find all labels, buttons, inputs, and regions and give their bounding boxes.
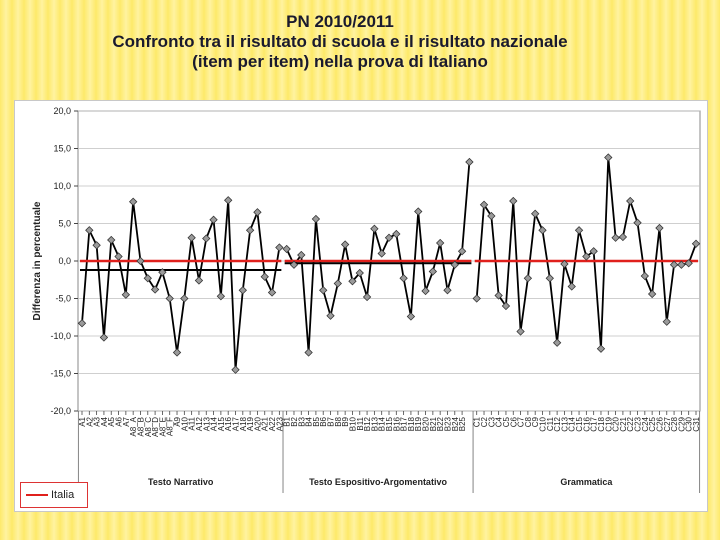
x-tick-label: C11 bbox=[545, 417, 555, 432]
x-tick-label: A6 bbox=[114, 417, 124, 427]
y-tick-label: 5,0 bbox=[58, 218, 71, 229]
y-tick-label: 10,0 bbox=[53, 181, 71, 191]
x-tick-label: C31 bbox=[692, 417, 701, 432]
x-tick-label: B7 bbox=[326, 417, 336, 427]
section-label: Testo Narrativo bbox=[147, 477, 214, 487]
y-tick-label: 0,0 bbox=[58, 256, 71, 266]
y-tick-label: -10,0 bbox=[50, 331, 71, 341]
x-tick-label: B10 bbox=[348, 417, 358, 432]
x-tick-label: C10 bbox=[538, 417, 548, 432]
x-tick-label: A23 bbox=[275, 417, 285, 432]
x-tick-label: C9 bbox=[531, 417, 541, 428]
x-tick-label: B21 bbox=[428, 417, 438, 432]
x-tick-label: B11 bbox=[355, 417, 365, 431]
x-tick-label: A17 bbox=[231, 417, 241, 432]
x-tick-label: C7 bbox=[516, 417, 526, 428]
x-tick-label: A14 bbox=[209, 417, 219, 432]
x-tick-label: A9 bbox=[173, 417, 183, 427]
x-tick-label: C14 bbox=[567, 417, 577, 432]
x-tick-label: A2 bbox=[85, 417, 95, 427]
x-tick-label: A7 bbox=[121, 417, 131, 427]
x-tick-label: A12 bbox=[194, 417, 204, 432]
x-tick-label: A1 bbox=[78, 417, 87, 427]
x-tick-label: C4 bbox=[494, 417, 504, 428]
x-tick-label: C16 bbox=[582, 417, 592, 432]
x-tick-label: A3 bbox=[92, 417, 102, 427]
x-tick-label: B17 bbox=[399, 417, 409, 432]
x-tick-label: B2 bbox=[289, 417, 299, 427]
x-tick-label: C27 bbox=[662, 417, 672, 432]
x-tick-label: C19 bbox=[604, 417, 614, 432]
x-tick-label: C13 bbox=[560, 417, 570, 432]
y-tick-label: 15,0 bbox=[53, 143, 71, 154]
y-axis-label: Differenza in percentuale bbox=[32, 201, 43, 321]
x-tick-label: B15 bbox=[385, 417, 394, 432]
x-tick-label: B5 bbox=[311, 417, 321, 427]
x-tick-label: C28 bbox=[670, 417, 680, 432]
title-line-3: (item per item) nella prova di Italiano bbox=[192, 52, 488, 71]
x-tick-label: C15 bbox=[575, 417, 585, 432]
x-tick-label: A22 bbox=[268, 417, 278, 432]
x-tick-label: B12 bbox=[363, 417, 373, 432]
x-tick-label: B3 bbox=[297, 417, 307, 427]
x-tick-label: A8_D bbox=[151, 417, 161, 438]
x-tick-label: A15 bbox=[216, 417, 226, 432]
x-tick-label: B20 bbox=[421, 417, 431, 432]
x-tick-label: C26 bbox=[655, 417, 665, 432]
x-tick-label: C29 bbox=[677, 417, 687, 432]
y-tick-label: -20,0 bbox=[50, 406, 71, 416]
x-tick-label: B16 bbox=[392, 417, 402, 432]
x-tick-label: B14 bbox=[377, 417, 387, 432]
x-tick-label: C30 bbox=[684, 417, 694, 432]
section-label: Testo Espositivo-Argomentativo bbox=[309, 477, 447, 487]
x-tick-label: C20 bbox=[611, 417, 621, 432]
legend-label: Italia bbox=[51, 489, 75, 501]
x-tick-label: B9 bbox=[341, 417, 351, 427]
x-tick-label: A20 bbox=[253, 417, 263, 432]
x-tick-label: C5 bbox=[501, 417, 511, 428]
x-tick-label: C12 bbox=[553, 417, 563, 432]
x-tick-label: B8 bbox=[333, 417, 343, 427]
x-tick-label: C18 bbox=[596, 417, 606, 432]
x-tick-label: B19 bbox=[414, 417, 424, 432]
x-tick-label: A10 bbox=[180, 417, 190, 432]
legend bbox=[20, 482, 88, 508]
x-tick-label: C8 bbox=[523, 417, 533, 428]
x-tick-label: A8_E bbox=[158, 417, 168, 437]
x-tick-label: C23 bbox=[633, 417, 643, 432]
title-line-1: PN 2010/2011 bbox=[286, 12, 394, 31]
x-tick-label: C6 bbox=[509, 417, 519, 428]
x-tick-label: C25 bbox=[648, 417, 658, 432]
x-tick-label: C22 bbox=[626, 417, 636, 432]
x-tick-label: A5 bbox=[107, 417, 117, 427]
x-tick-label: B25 bbox=[458, 417, 468, 432]
x-tick-label: A4 bbox=[99, 417, 109, 427]
y-tick-label: 20,0 bbox=[53, 106, 71, 116]
x-tick-label: A8_B bbox=[136, 417, 146, 437]
title-line-2: Confronto tra il risultato di scuola e il risultato nazionale bbox=[112, 32, 568, 51]
legend-swatch bbox=[26, 494, 48, 496]
x-tick-label: C17 bbox=[589, 417, 599, 432]
x-tick-label: C3 bbox=[487, 417, 497, 428]
x-tick-label: A21 bbox=[260, 417, 270, 432]
x-tick-label: A19 bbox=[246, 417, 256, 432]
x-tick-label: A8_C bbox=[143, 417, 153, 438]
x-tick-label: A16 bbox=[224, 417, 234, 432]
x-tick-label: C2 bbox=[480, 417, 490, 428]
x-tick-label: C24 bbox=[640, 417, 650, 432]
x-tick-label: B13 bbox=[370, 417, 380, 432]
x-tick-label: B24 bbox=[450, 417, 460, 432]
x-tick-label: B6 bbox=[319, 417, 329, 427]
x-tick-label: B4 bbox=[304, 417, 314, 427]
x-tick-label: B23 bbox=[443, 417, 453, 432]
x-tick-label: B1 bbox=[282, 417, 292, 427]
x-tick-label: C21 bbox=[618, 417, 628, 432]
x-tick-label: A8_A bbox=[129, 417, 139, 437]
y-tick-label: -5,0 bbox=[55, 293, 71, 304]
section-label: Grammatica bbox=[560, 477, 613, 487]
x-tick-label: A8_F bbox=[165, 417, 175, 437]
x-tick-label: B22 bbox=[436, 417, 446, 432]
x-tick-label: B18 bbox=[406, 417, 416, 432]
x-tick-label: A11 bbox=[187, 417, 197, 431]
x-tick-label: C1 bbox=[472, 417, 482, 428]
x-tick-label: A13 bbox=[202, 417, 212, 432]
x-tick-label: A18 bbox=[238, 417, 248, 432]
y-tick-label: -15,0 bbox=[50, 368, 71, 379]
